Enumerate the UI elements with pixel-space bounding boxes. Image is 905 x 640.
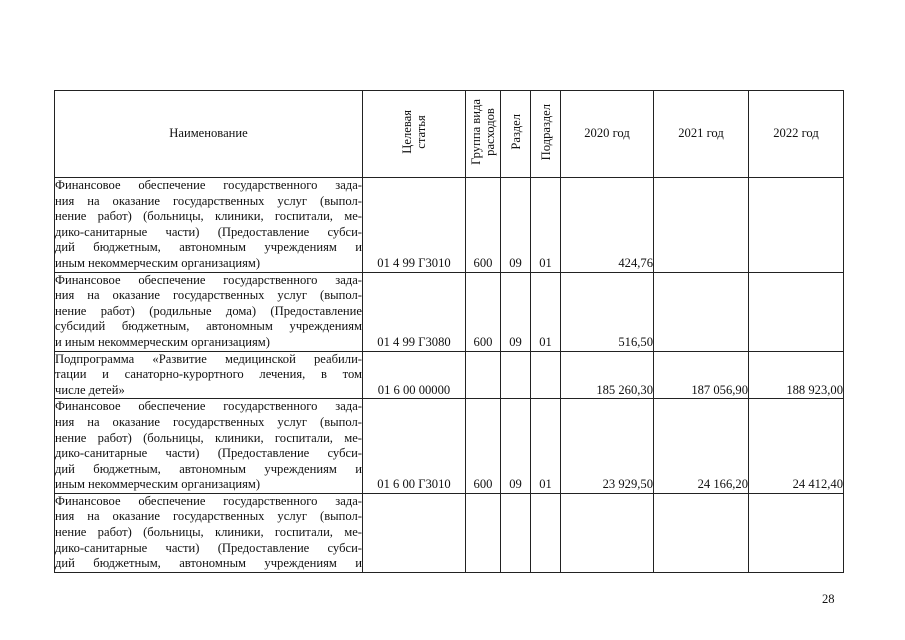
row-amount-2020: 185 260,30 xyxy=(561,351,654,399)
row-name-line: дико-санитарные части) (Предоставление субси- xyxy=(55,224,362,239)
header-2022: 2022 год xyxy=(749,91,844,178)
row-target-article: 01 6 00 Г3010 xyxy=(363,399,466,494)
row-name-line: Финансовое обеспечение государственного зада- xyxy=(55,178,362,192)
row-name xyxy=(55,493,363,572)
header-target-article: Целевая статья xyxy=(363,91,466,178)
table-row xyxy=(55,493,844,572)
row-name-line: дий бюджетным, автономным учреждениям и xyxy=(55,461,362,476)
row-section xyxy=(501,493,531,572)
header-section: Раздел xyxy=(501,91,531,178)
table-header xyxy=(55,91,844,178)
row-target-article: 01 6 00 00000 xyxy=(363,351,466,399)
row-subsection xyxy=(531,351,561,399)
row-name-line: нение работ) (родильные дома) (Предоставление xyxy=(55,303,362,318)
table-row xyxy=(55,399,844,494)
page-number: 28 xyxy=(822,592,835,606)
row-target-article xyxy=(363,493,466,572)
row-amount-2021 xyxy=(654,493,749,572)
row-amount-2021 xyxy=(654,272,749,351)
row-name-line: нение работ) (больницы, клиники, госпитали, ме- xyxy=(55,525,362,540)
row-subsection: 01 xyxy=(531,178,561,273)
header-name: Наименование xyxy=(55,91,363,178)
row-name-line: ния на оказание государственных услуг (выпол- xyxy=(55,414,362,429)
row-name xyxy=(55,272,363,351)
row-expense-group: 600 xyxy=(466,178,501,273)
header-2020: 2020 год xyxy=(561,91,654,178)
row-name-line: ния на оказание государственных услуг (выпол- xyxy=(55,509,362,524)
row-name-line: тации и санаторно-курортного лечения, в том xyxy=(55,367,362,382)
row-target-article: 01 4 99 Г3010 xyxy=(363,178,466,273)
row-name-line: числе детей» xyxy=(55,382,125,397)
row-name xyxy=(55,178,363,273)
table-body xyxy=(55,178,844,573)
header-expense-group: Группа вида расходов xyxy=(466,91,501,178)
row-name-line: Финансовое обеспечение государственного зада- xyxy=(55,272,362,287)
row-amount-2020 xyxy=(561,493,654,572)
row-name-line: дико-санитарные части) (Предоставление субси- xyxy=(55,446,362,461)
row-name-line: ния на оказание государственных услуг (выпол- xyxy=(55,193,362,208)
row-name-line: и иным некоммерческим организациям) xyxy=(55,334,270,349)
header-2021: 2021 год xyxy=(654,91,749,178)
row-amount-2020: 516,50 xyxy=(561,272,654,351)
row-target-article: 01 4 99 Г3080 xyxy=(363,272,466,351)
row-amount-2020: 424,76 xyxy=(561,178,654,273)
row-name xyxy=(55,399,363,494)
row-name-line: иным некоммерческим организациям) xyxy=(55,477,261,492)
row-name-line: нение работ) (больницы, клиники, госпитали, ме- xyxy=(55,430,362,445)
row-amount-2022: 188 923,00 xyxy=(749,351,844,399)
row-name-line: Подпрограмма «Развитие медицинской реабили- xyxy=(55,351,362,366)
row-name-line: ния на оказание государственных услуг (выпол- xyxy=(55,288,362,303)
row-name-line: дико-санитарные части) (Предоставление субси- xyxy=(55,540,362,555)
row-subsection: 01 xyxy=(531,272,561,351)
row-name-line: Финансовое обеспечение государственного зада- xyxy=(55,399,362,414)
row-name-line: субсидий бюджетным, автономным учреждениям xyxy=(55,319,362,334)
budget-table xyxy=(54,90,844,573)
row-amount-2022 xyxy=(749,493,844,572)
row-amount-2022 xyxy=(749,272,844,351)
row-expense-group: 600 xyxy=(466,272,501,351)
row-section: 09 xyxy=(501,399,531,494)
table-row xyxy=(55,272,844,351)
row-amount-2020: 23 929,50 xyxy=(561,399,654,494)
row-section: 09 xyxy=(501,178,531,273)
row-amount-2021 xyxy=(654,178,749,273)
row-name xyxy=(55,351,363,399)
row-amount-2021: 187 056,90 xyxy=(654,351,749,399)
row-name-line: дий бюджетным, автономным учреждениям и xyxy=(55,240,362,255)
row-section: 09 xyxy=(501,272,531,351)
row-amount-2021: 24 166,20 xyxy=(654,399,749,494)
row-section xyxy=(501,351,531,399)
row-name-line: нение работ) (больницы, клиники, госпитали, ме- xyxy=(55,209,362,224)
table-row xyxy=(55,178,844,273)
row-expense-group xyxy=(466,351,501,399)
row-expense-group: 600 xyxy=(466,399,501,494)
table-row xyxy=(55,351,844,399)
header-subsection: Подраздел xyxy=(531,91,561,178)
row-name-line: Финансовое обеспечение государственного зада- xyxy=(55,493,362,508)
row-subsection: 01 xyxy=(531,399,561,494)
row-amount-2022 xyxy=(749,178,844,273)
row-name-line: дий бюджетным, автономным учреждениям и xyxy=(55,556,362,571)
row-subsection xyxy=(531,493,561,572)
row-expense-group xyxy=(466,493,501,572)
row-name-line: иным некоммерческим организациям) xyxy=(55,255,261,270)
row-amount-2022: 24 412,40 xyxy=(749,399,844,494)
